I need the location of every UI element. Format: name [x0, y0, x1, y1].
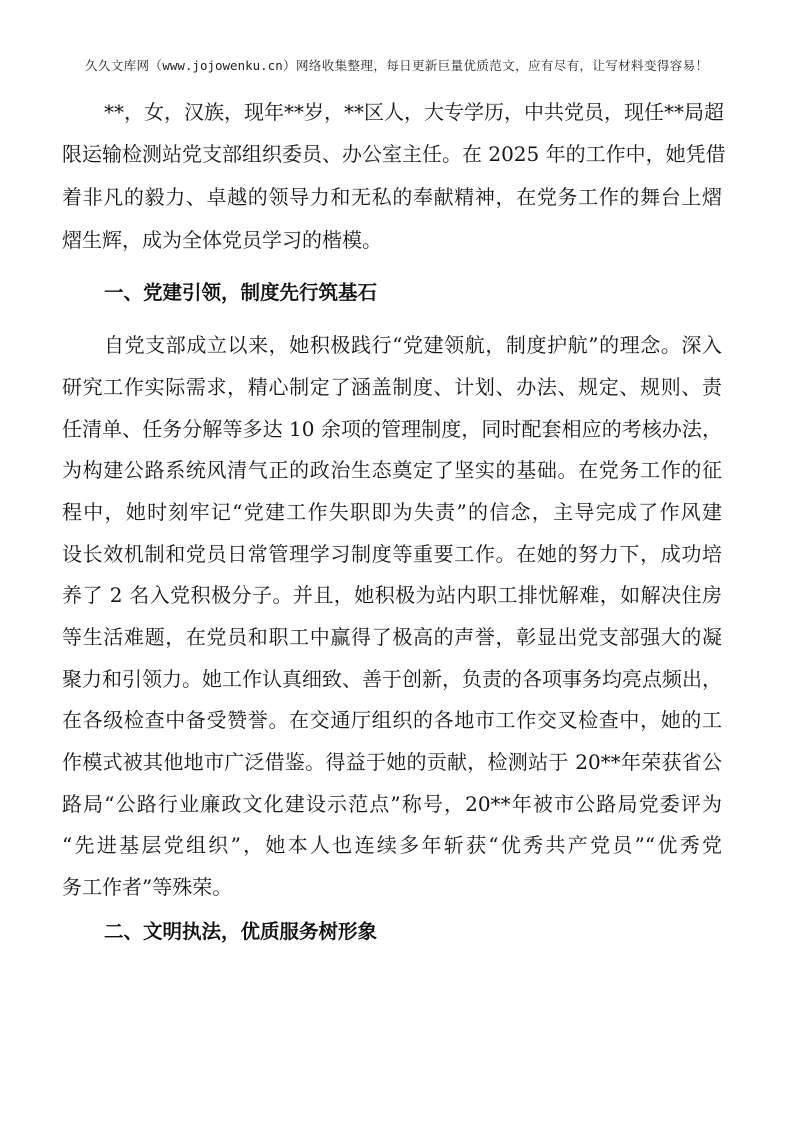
paragraph-line: 限运输检测站党支部组织委员、办公室主任。在 2025 年的工作中，她凭借: [62, 142, 726, 166]
paragraph-line: 研究工作实际需求，精心制定了涵盖制度、计划、办法、规定、规则、责: [62, 375, 722, 399]
paragraph-line: 为构建公路系统风清气正的政治生态奠定了坚实的基础。在党务工作的征: [62, 458, 722, 482]
paragraph-line: 熠生辉，成为全体党员学习的楷模。: [62, 228, 382, 252]
paragraph-line: 程中，她时刻牢记“党建工作失职即为失责”的信念，主导完成了作风建: [62, 500, 722, 524]
section-heading-1: 一、党建引领，制度先行筑基石: [104, 281, 378, 304]
paragraph-line: 设长效机制和党员日常管理学习制度等重要工作。在她的努力下，成功培: [62, 542, 722, 566]
paragraph-line: 作模式被其他地市广泛借鉴。得益于她的贡献，检测站于 20**年荣获省公: [62, 750, 722, 774]
paragraph-line: 着非凡的毅力、卓越的领导力和无私的奉献精神，在党务工作的舞台上熠: [62, 185, 722, 209]
paragraph-line: 等生活难题，在党员和职工中赢得了极高的声誉，彰显出党支部强大的凝: [62, 625, 722, 649]
paragraph-line: 路局“公路行业廉政文化建设示范点”称号，20**年被市公路局党委评为: [62, 792, 722, 816]
section-heading-2: 二、文明执法，优质服务树形象: [104, 920, 378, 943]
paragraph-line: 任清单、任务分解等多达 10 余项的管理制度，同时配套相应的考核办法，: [62, 417, 722, 441]
paragraph-line: 聚力和引领力。她工作认真细致、善于创新，负责的各项事务均亮点频出，: [62, 667, 722, 691]
site-header-banner: 久久文库网（www.jojowenku.cn）网络收集整理，每日更新巨量优质范文，应有尽有，让写材料变得容易！: [85, 58, 708, 73]
paragraph-line: “先进基层党组织”，她本人也连续多年斩获“优秀共产党员”“优秀党: [62, 833, 722, 857]
paragraph-line: 自党支部成立以来，她积极践行“党建领航，制度护航”的理念。深入: [104, 333, 722, 357]
paragraph-line: 养了 2 名入党积极分子。并且，她积极为站内职工排忧解难，如解决住房: [62, 583, 722, 607]
paragraph-line: 在各级检查中备受赞誉。在交通厅组织的各地市工作交叉检查中，她的工: [62, 708, 722, 732]
paragraph-line: **，女，汉族，现年**岁，**区人，大专学历，中共党员，现任**局超: [104, 100, 724, 124]
paragraph-line: 务工作者”等殊荣。: [62, 875, 233, 899]
